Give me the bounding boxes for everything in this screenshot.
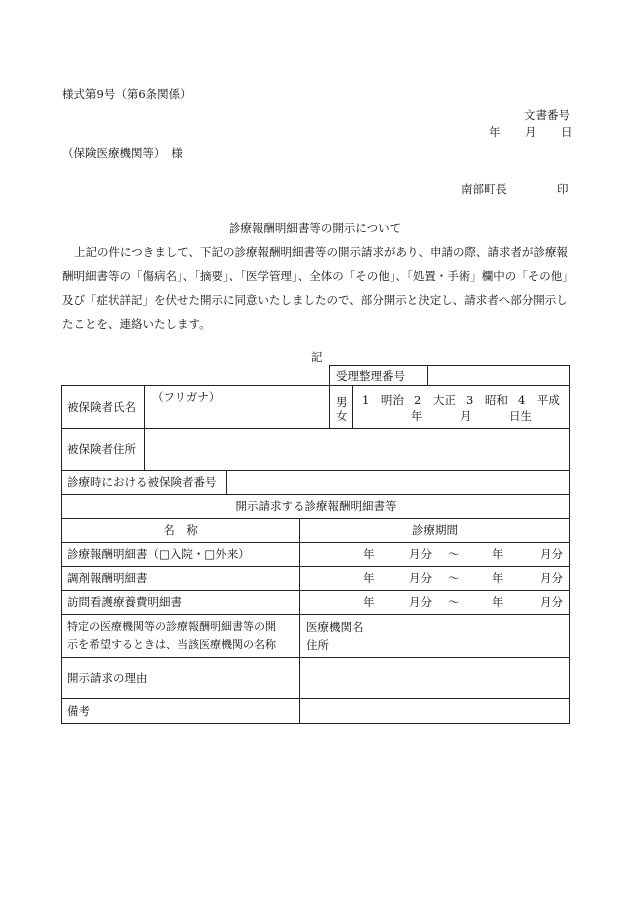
- period-end-month[interactable]: 月分: [540, 571, 563, 585]
- seal-mark: 印: [557, 182, 569, 196]
- birth-era-showa[interactable]: 3 昭和: [466, 393, 508, 407]
- receipt-number-field[interactable]: [432, 367, 566, 383]
- period-start-month[interactable]: 月分: [409, 547, 432, 561]
- date-year-label: 年: [489, 125, 501, 139]
- period-end-month[interactable]: 月分: [540, 595, 563, 609]
- addressee: （保険医療機関等） 様: [62, 146, 183, 160]
- period-start-month[interactable]: 月分: [409, 595, 432, 609]
- form-number: 様式第9号（第6条関係）: [62, 87, 192, 101]
- furigana-label: （フリガナ）: [152, 390, 221, 404]
- document-number-label: 文書番号: [524, 108, 570, 122]
- date-month-label: 月: [525, 125, 537, 139]
- insured-address-field[interactable]: [148, 431, 566, 467]
- body-paragraph: 上記の件につきまして、下記の診療報酬明細書等の開示請求があり、申請の際、請求者が診療報酬明細書等の「傷病名」、「摘要」、「医学管理」、全体の「その他」、「処置・手術」欄中の「その他」及び「症状詳記」を伏せた開示に同意いたしましたので、部分開示と決定し、請求者へ部分開示したことを、連絡いたします。: [62, 245, 569, 331]
- period-end-year[interactable]: 年: [492, 571, 504, 585]
- birth-year-label: 年: [411, 409, 423, 423]
- specific-institution-label-line1: 特定の医療機関等の診療報酬明細書等の開: [67, 620, 276, 633]
- column-header-name: 名 称: [163, 523, 198, 537]
- insured-address-label: 被保険者住所: [67, 442, 136, 456]
- remarks-label: 備考: [67, 704, 90, 718]
- birth-era-taisho[interactable]: 2 大正: [414, 393, 456, 407]
- ki-heading: 記: [311, 350, 323, 364]
- reason-label: 開示請求の理由: [67, 671, 148, 685]
- remarks-field[interactable]: [303, 701, 566, 720]
- institution-address-label: 住所: [306, 638, 329, 652]
- birth-day-label: 日生: [509, 409, 532, 423]
- period-end-year[interactable]: 年: [492, 547, 504, 561]
- row-name-dispensing-statement: 調剤報酬明細書: [67, 571, 148, 585]
- period-end-month[interactable]: 月分: [540, 547, 563, 561]
- sender-name: 南部町長: [461, 182, 507, 196]
- period-start-year[interactable]: 年: [363, 571, 375, 585]
- birth-month-label: 月: [460, 409, 472, 423]
- column-header-period: 診療期間: [412, 523, 458, 537]
- period-separator: ～: [448, 571, 460, 585]
- insurance-number-field[interactable]: [230, 473, 566, 491]
- insurance-number-label: 診療時における被保険者番号: [67, 475, 217, 489]
- insured-name-field[interactable]: [148, 406, 326, 426]
- document-title: 診療報酬明細書等の開示について: [228, 221, 402, 235]
- period-start-year[interactable]: 年: [363, 547, 375, 561]
- institution-name-label: 医療機関名: [306, 620, 364, 634]
- row-name-medical-statement: 診療報酬明細書（□入院・□外来）: [67, 547, 250, 561]
- period-start-year[interactable]: 年: [363, 595, 375, 609]
- period-start-month[interactable]: 月分: [409, 571, 432, 585]
- section-title: 開示請求する診療報酬明細書等: [235, 499, 397, 513]
- birth-era-meiji[interactable]: 1 明治: [362, 393, 404, 407]
- institution-name-field[interactable]: [370, 618, 566, 634]
- insured-name-label: 被保険者氏名: [67, 400, 136, 414]
- receipt-number-label: 受理整理番号: [336, 369, 405, 383]
- date-day-label: 日: [561, 125, 573, 139]
- institution-address-field[interactable]: [340, 636, 566, 654]
- period-end-year[interactable]: 年: [492, 595, 504, 609]
- specific-institution-label-line2: 示を希望するときは、当該医療機関の名称: [67, 638, 276, 651]
- period-separator: ～: [448, 547, 460, 561]
- gender-female-label[interactable]: 女: [336, 409, 348, 423]
- period-separator: ～: [448, 595, 460, 609]
- reason-field[interactable]: [303, 660, 566, 695]
- birth-era-heisei[interactable]: 4 平成: [518, 393, 560, 407]
- row-name-home-nursing-statement: 訪問看護療養費明細書: [67, 595, 182, 609]
- gender-male-label[interactable]: 男: [336, 395, 348, 409]
